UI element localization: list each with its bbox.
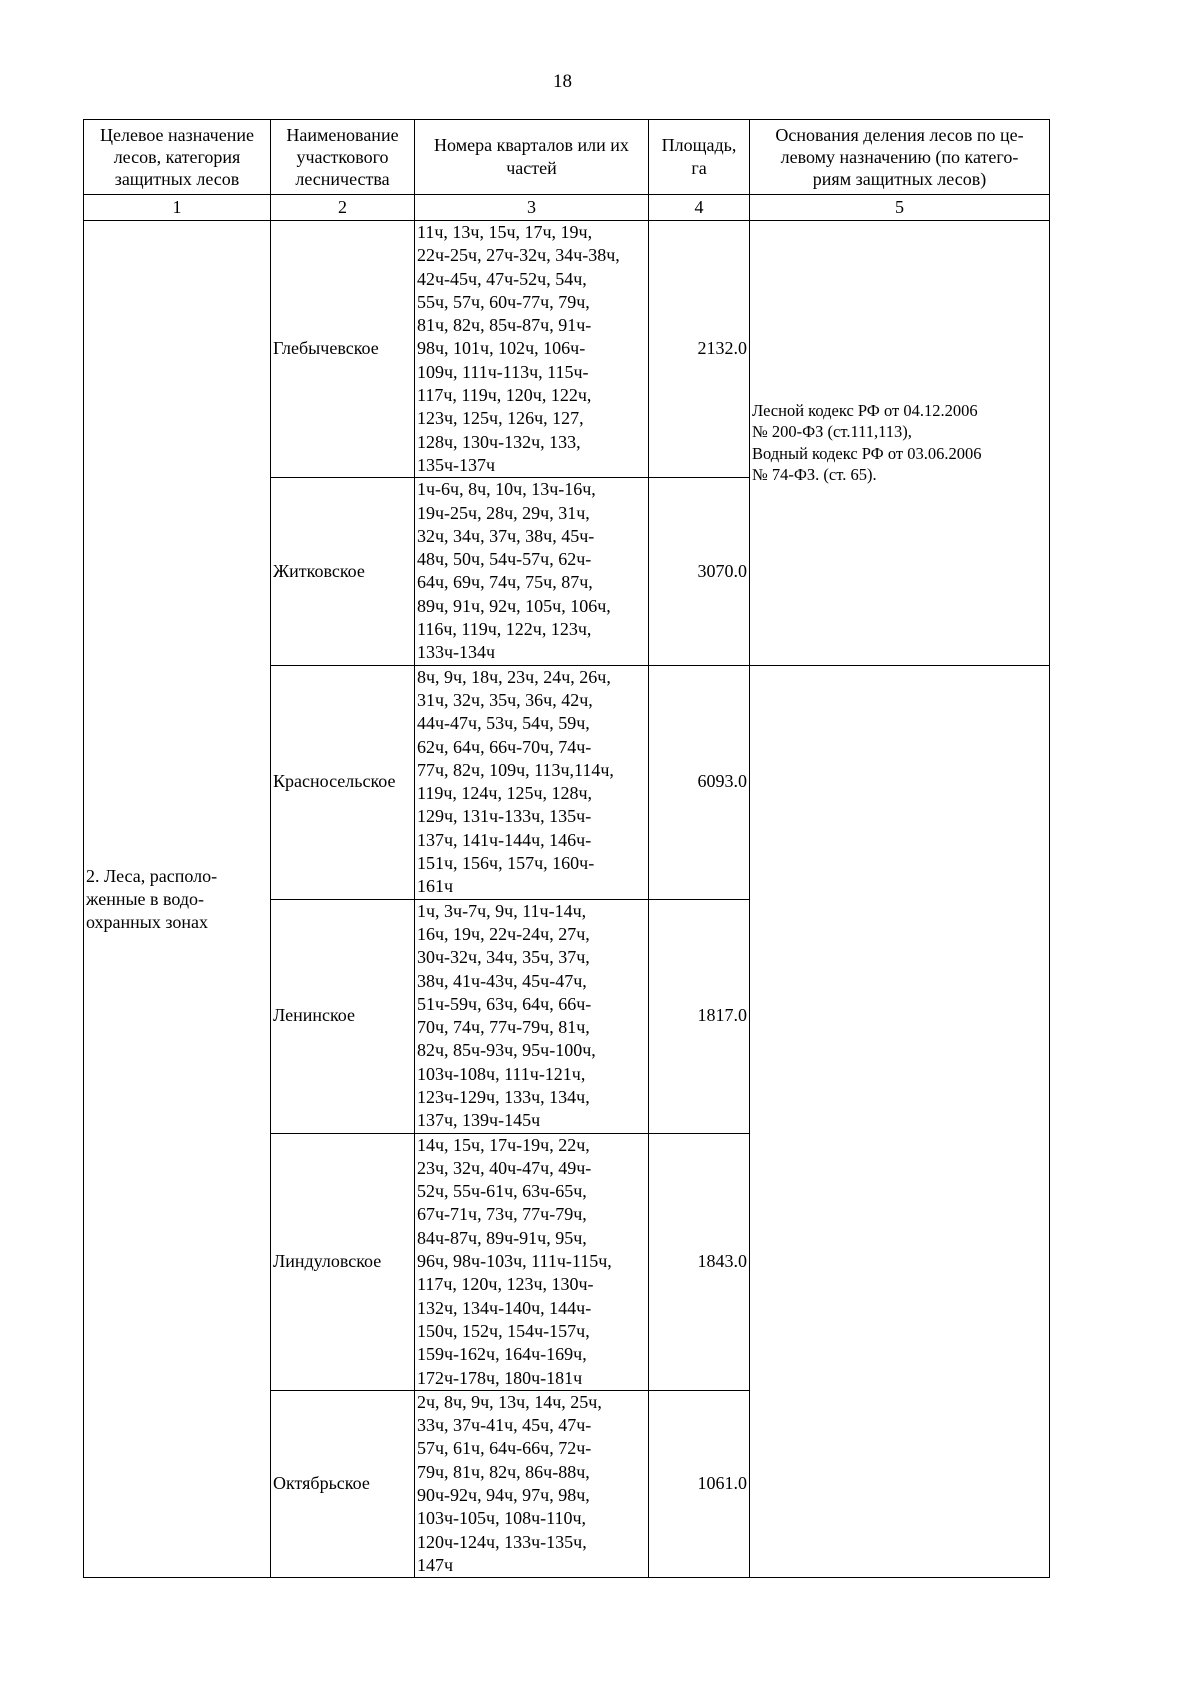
area-value: 3070.0 <box>649 478 750 665</box>
forestry-name: Глебычевское <box>271 221 415 478</box>
area-value: 1843.0 <box>649 1133 750 1390</box>
column-number: 3 <box>415 195 649 221</box>
category-cell: 2. Леса, располо- женные в водо- охранных зонах <box>84 221 271 1578</box>
column-number: 5 <box>750 195 1050 221</box>
forest-purpose-table <box>83 119 1050 1578</box>
quarter-numbers: 1ч, 3ч-7ч, 9ч, 11ч-14ч, 16ч, 19ч, 22ч-24ч, 27ч, 30ч-32ч, 34ч, 35ч, 37ч, 38ч, 41ч-43ч, 45ч-47ч, 51ч-59ч, 63ч, 64ч, 66ч- 70ч, 74ч, 77ч-79ч, 81ч, 82ч, 85ч-93ч, 95ч-100ч, 103ч-108ч, 111ч-121ч, 123ч-129ч, 133ч, 134ч, 137ч, 139ч-145ч <box>415 899 649 1133</box>
column-number: 4 <box>649 195 750 221</box>
forestry-name: Ленинское <box>271 899 415 1133</box>
quarter-numbers: 11ч, 13ч, 15ч, 17ч, 19ч, 22ч-25ч, 27ч-32ч, 34ч-38ч, 42ч-45ч, 47ч-52ч, 54ч, 55ч, 57ч, 60ч-77ч, 79ч, 81ч, 82ч, 85ч-87ч, 91ч- 98ч, 101ч, 102ч, 106ч- 109ч, 111ч-113ч, 115ч- 117ч, 119ч, 120ч, 122ч, 123ч, 125ч, 126ч, 127, 128ч, 130ч-132ч, 133, 135ч-137ч <box>415 221 649 478</box>
area-value: 2132.0 <box>649 221 750 478</box>
column-number-row <box>84 195 1050 221</box>
quarter-numbers: 2ч, 8ч, 9ч, 13ч, 14ч, 25ч, 33ч, 37ч-41ч, 45ч, 47ч- 57ч, 61ч, 64ч-66ч, 72ч- 79ч, 81ч, 82ч, 86ч-88ч, 90ч-92ч, 94ч, 97ч, 98ч, 103ч-105ч, 108ч-110ч, 120ч-124ч, 133ч-135ч, 147ч <box>415 1390 649 1577</box>
header-purpose-category: Целевое назначение лесов, категория защитных лесов <box>84 120 271 195</box>
header-quarter-numbers: Номера кварталов или их частей <box>415 120 649 195</box>
division-basis: Лесной кодекс РФ от 04.12.2006 № 200-ФЗ (ст.111,113), Водный кодекс РФ от 03.06.2006 № 74-ФЗ. (ст. 65). <box>750 221 1050 666</box>
division-basis-empty <box>750 665 1050 1578</box>
page-number: 18 <box>553 71 572 92</box>
table-row <box>84 221 1050 478</box>
quarter-numbers: 1ч-6ч, 8ч, 10ч, 13ч-16ч, 19ч-25ч, 28ч, 29ч, 31ч, 32ч, 34ч, 37ч, 38ч, 45ч- 48ч, 50ч, 54ч-57ч, 62ч- 64ч, 69ч, 74ч, 75ч, 87ч, 89ч, 91ч, 92ч, 105ч, 106ч, 116ч, 119ч, 122ч, 123ч, 133ч-134ч <box>415 478 649 665</box>
forestry-name: Красносельское <box>271 665 415 899</box>
column-number: 2 <box>271 195 415 221</box>
area-value: 1817.0 <box>649 899 750 1133</box>
header-forestry-name: Наименование участкового лесничества <box>271 120 415 195</box>
quarter-numbers: 14ч, 15ч, 17ч-19ч, 22ч, 23ч, 32ч, 40ч-47ч, 49ч- 52ч, 55ч-61ч, 63ч-65ч, 67ч-71ч, 73ч, 77ч-79ч, 84ч-87ч, 89ч-91ч, 95ч, 96ч, 98ч-103ч, 111ч-115ч, 117ч, 120ч, 123ч, 130ч- 132ч, 134ч-140ч, 144ч- 150ч, 152ч, 154ч-157ч, 159ч-162ч, 164ч-169ч, 172ч-178ч, 180ч-181ч <box>415 1133 649 1390</box>
header-division-basis: Основания деления лесов по це- левому назначению (по катего- риям защитных лесов) <box>750 120 1050 195</box>
header-area: Площадь, га <box>649 120 750 195</box>
column-number: 1 <box>84 195 271 221</box>
forestry-name: Октябрьское <box>271 1390 415 1577</box>
quarter-numbers: 8ч, 9ч, 18ч, 23ч, 24ч, 26ч, 31ч, 32ч, 35ч, 36ч, 42ч, 44ч-47ч, 53ч, 54ч, 59ч, 62ч, 64ч, 66ч-70ч, 74ч- 77ч, 82ч, 109ч, 113ч,114ч, 119ч, 124ч, 125ч, 128ч, 129ч, 131ч-133ч, 135ч- 137ч, 141ч-144ч, 146ч- 151ч, 156ч, 157ч, 160ч- 161ч <box>415 665 649 899</box>
forestry-name: Житковское <box>271 478 415 665</box>
table-header-row <box>84 120 1050 195</box>
forestry-name: Линдуловское <box>271 1133 415 1390</box>
area-value: 1061.0 <box>649 1390 750 1577</box>
area-value: 6093.0 <box>649 665 750 899</box>
